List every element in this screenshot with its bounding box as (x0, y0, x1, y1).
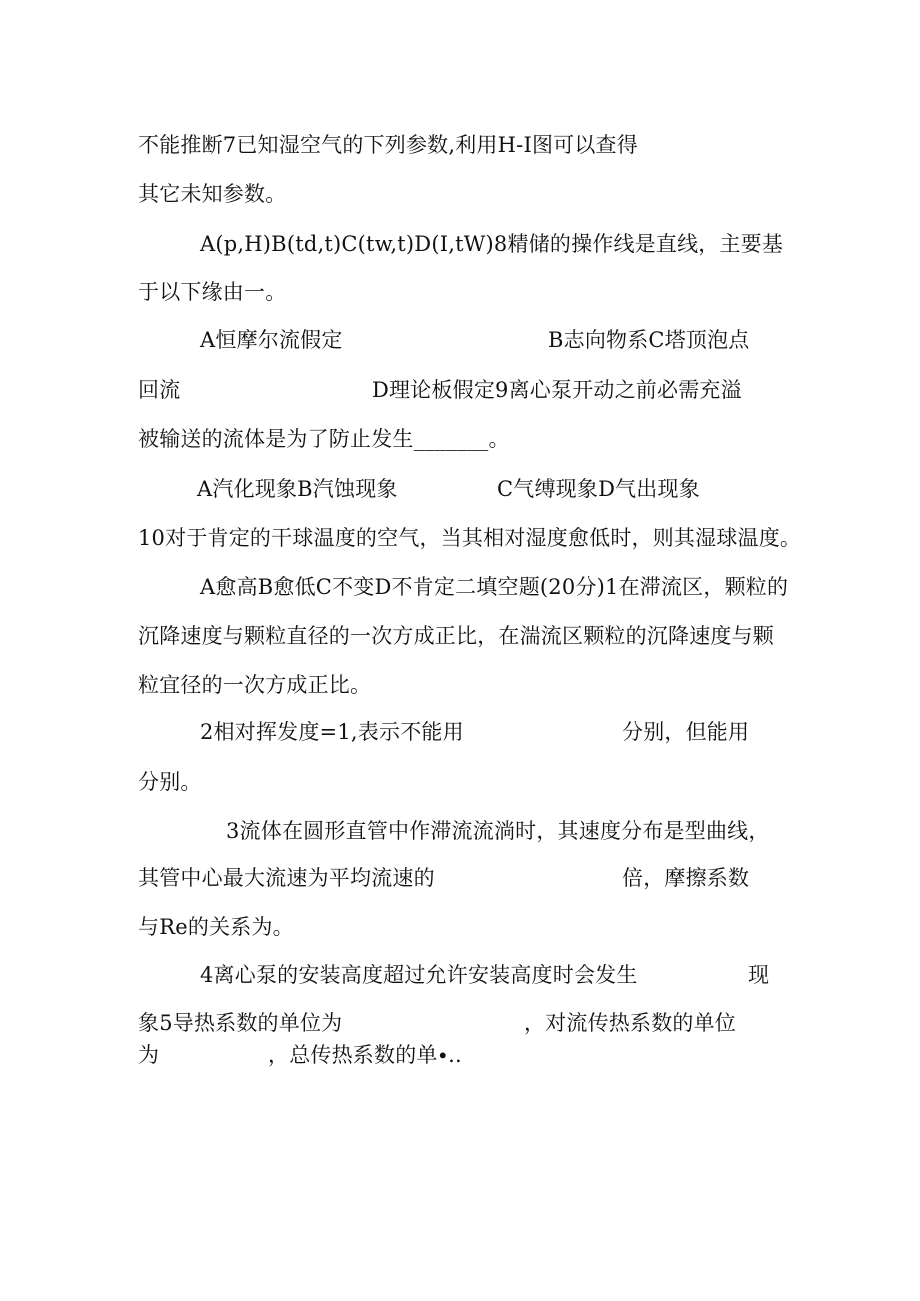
text-line-13b: 分别，但能用 (622, 720, 750, 744)
text-line-8a: A汽化现象B汽蚀现象 (197, 477, 398, 501)
text-line-20b: ，总传热系数的单∙.. (268, 1043, 462, 1067)
text-line-19a: 象5导热系数的单位为 (138, 1011, 343, 1035)
text-line-6b: D理论板假定9离心泵开动之前必需充溢 (372, 378, 742, 402)
text-line-14: 分别。 (138, 770, 202, 794)
text-line-5a: A恒摩尔流假定 (200, 328, 343, 352)
text-line-19b: ，对流传热系数的单位 (524, 1011, 736, 1035)
text-line-11: 沉降速度与颗粒直径的一次方成正比，在湍流区颗粒的沉降速度与颗 (138, 624, 774, 648)
text-line-18b: 现 (748, 963, 770, 987)
text-line-15: 3流体在圆形直管中作滞流流淌时，其速度分布是型曲线， (226, 819, 770, 843)
text-line-7: 被输送的流体是为了防止发生_______。 (138, 427, 510, 451)
text-line-18a: 4离心泵的安装高度超过允许安装高度时会发生 (200, 963, 638, 987)
text-line-2: 其它未知参数。 (138, 182, 287, 206)
text-line-4: 于以下缘由一。 (138, 280, 287, 304)
text-line-8b: C气缚现象D气出现象 (497, 477, 700, 501)
text-line-1: 不能推断7已知湿空气的下列参数,利用H-I图可以查得 (138, 133, 638, 157)
text-line-20a: 为 (138, 1043, 160, 1067)
text-line-9: 10对于肯定的干球温度的空气，当其相对湿度愈低时，则其湿球温度。 (138, 526, 802, 550)
text-line-16b: 倍，摩擦系数 (622, 866, 750, 890)
text-line-3: A(p,H)B(td,t)C(tw,t)D(I,tW)8精储的操作线是直线，主要基 (200, 232, 784, 256)
text-line-6a: 回流 (138, 378, 181, 402)
text-line-16a: 其管中心最大流速为平均流速的 (138, 866, 435, 890)
text-line-13a: 2相对挥发度=1,表示不能用 (200, 720, 464, 744)
text-line-17: 与Re的关系为。 (138, 915, 294, 939)
text-line-10: A愈高B愈低C不变D不肯定二填空题(20分)1在滞流区，颗粒的 (200, 575, 789, 599)
text-line-12: 粒宜径的一次方成正比。 (138, 673, 372, 697)
text-line-5b: B志向物系C塔顶泡点 (548, 328, 750, 352)
